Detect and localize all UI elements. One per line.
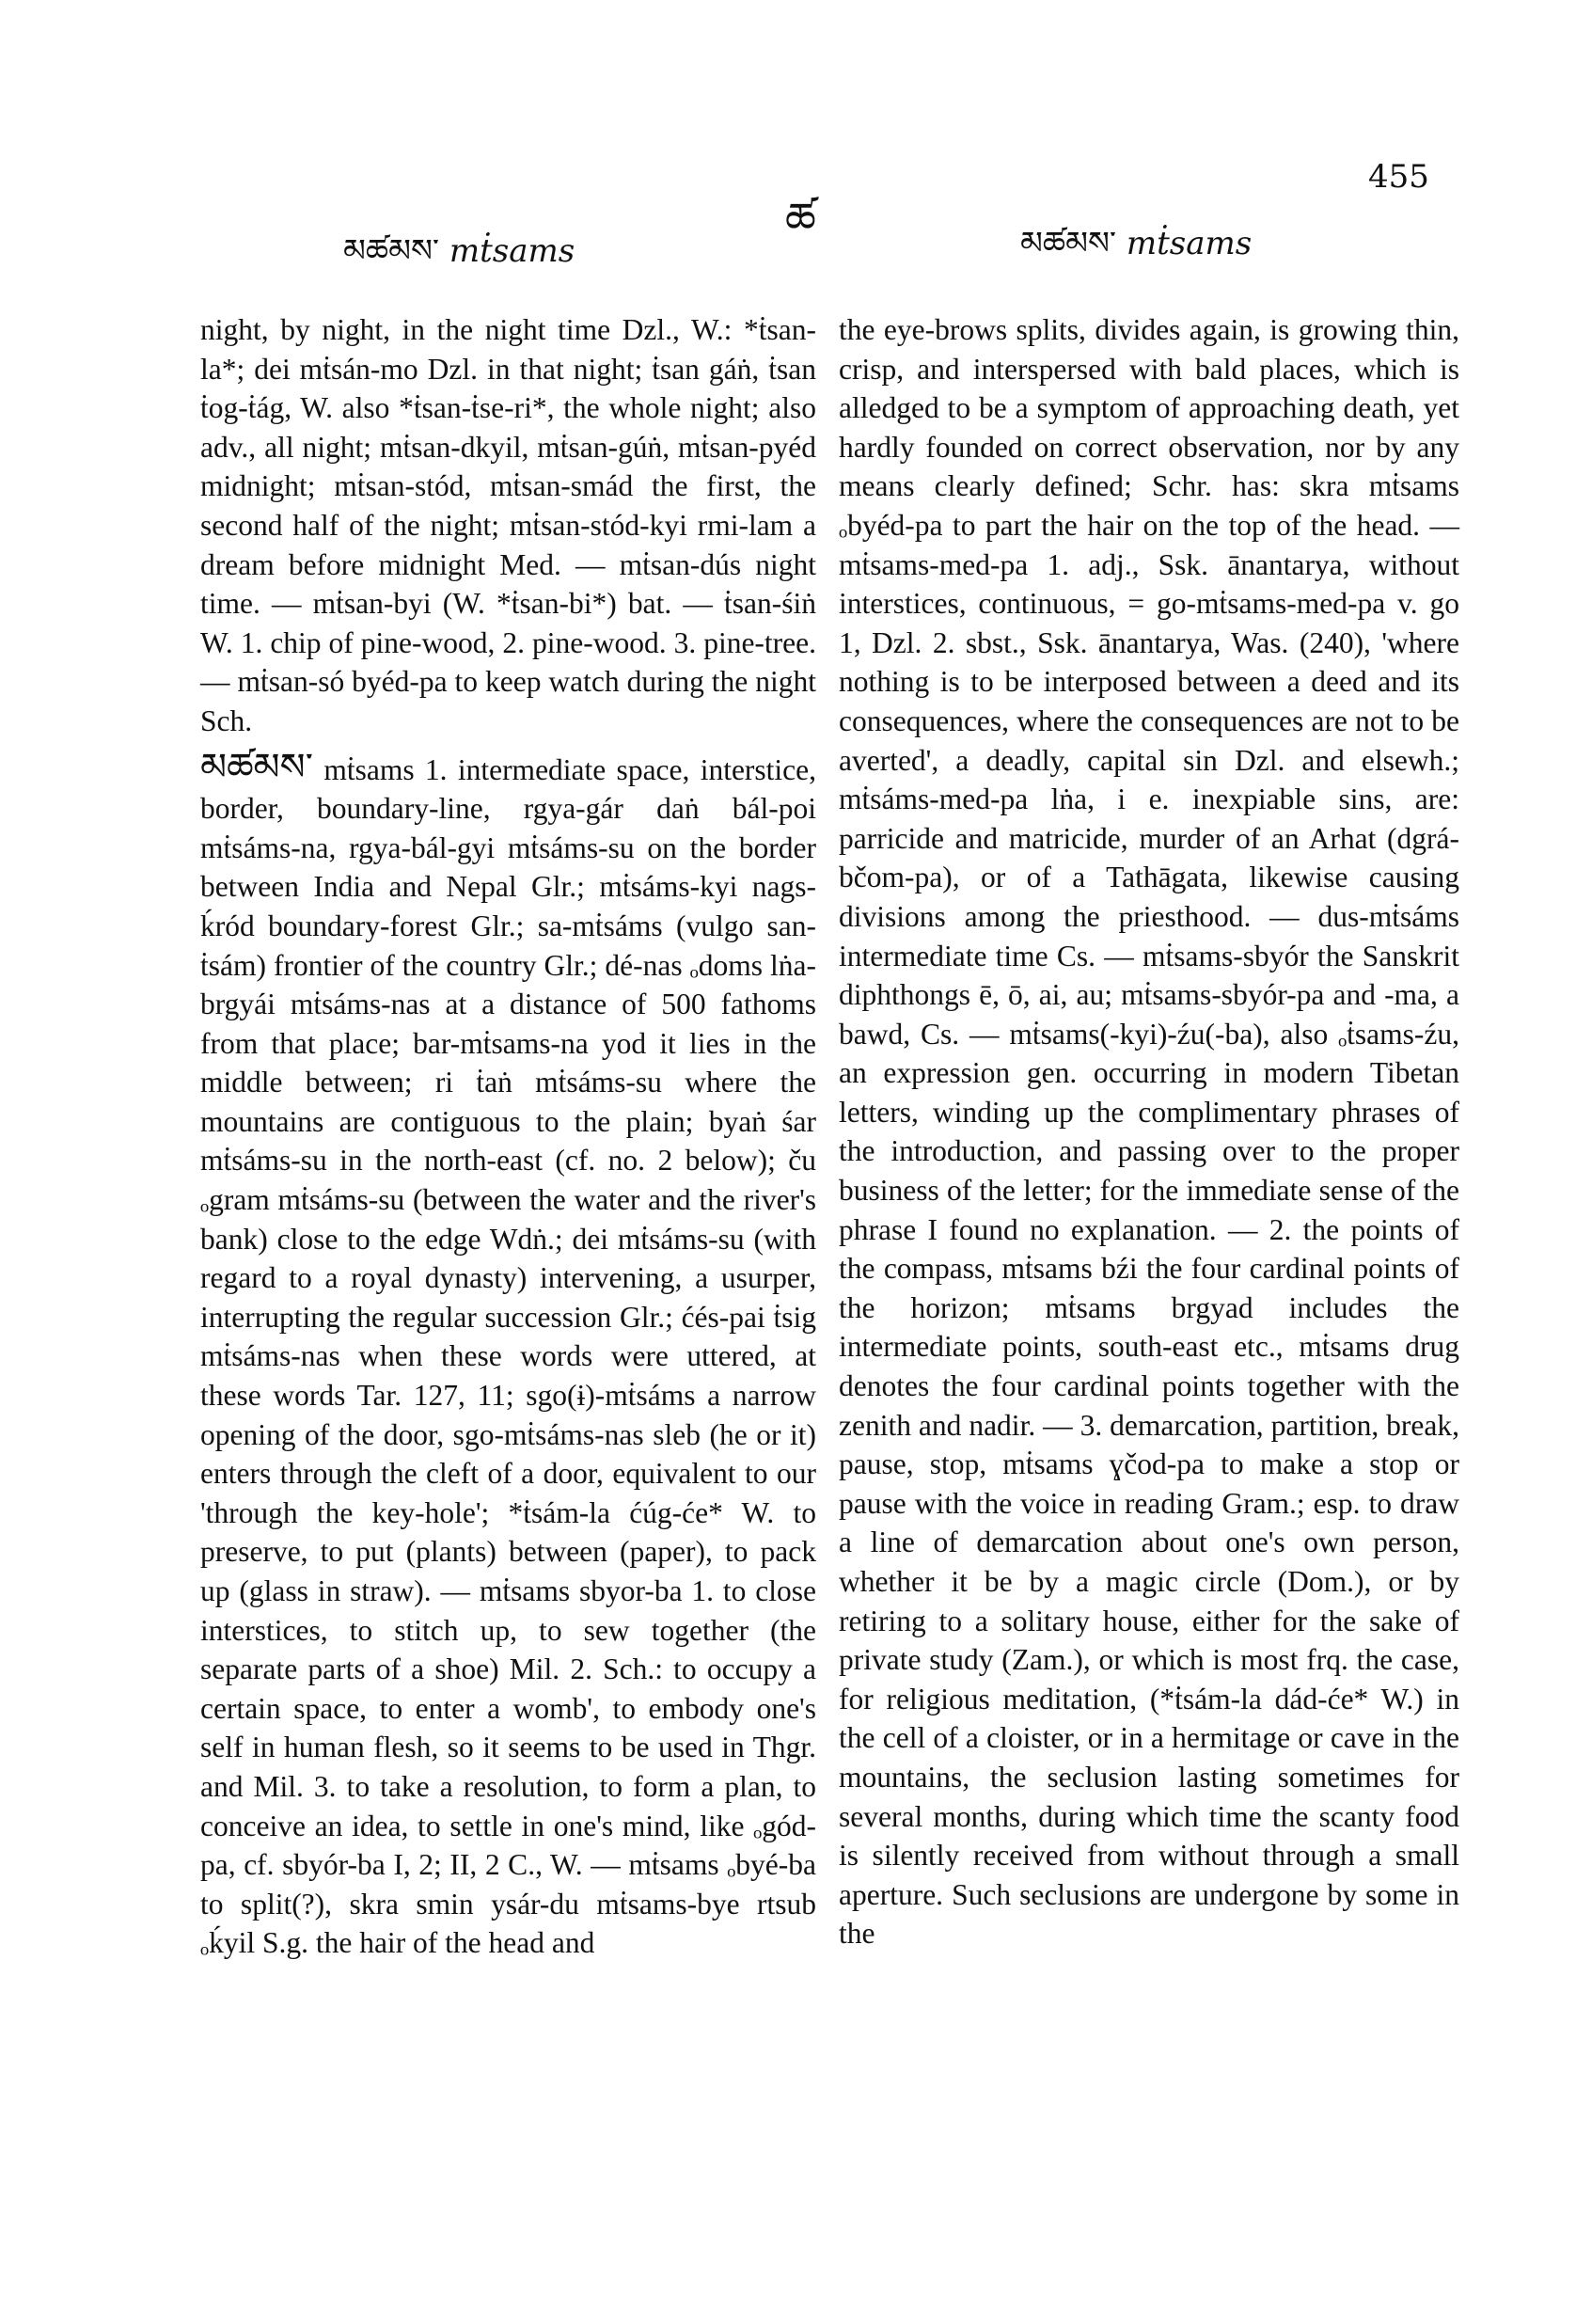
right-head-word: mṫsams (1126, 225, 1253, 262)
entry-body: mṫsams 1. intermediate space, interstice, border, boundary-line, rgya-gár daṅ bál-poi mṫsáms-na, rgya-bál-gyi mṫsáms-su on the border between India and Nepal Glr.; mṫsáms-kyi nags-ḱród boundary-forest Glr.; sa-mṫsáms (vulgo san-ṫsám) frontier of the country Glr.; dé-nas ₒdoms lṅa-brgyái mṫsáms-nas at a distance of 500 fathoms from that place; bar-mṫsams-na yod it lies in the middle between; ri ṫaṅ mṫsáms-su where the mountains are contiguous to the plain; byaṅ śar mṫsáms-su in the north-east (cf. no. 2 below); ču ₒgram mṫsáms-su (between the water and the river's bank) close to the edge Wdṅ.; dei mṫsáms-su (with regard to a royal dynasty) intervening, a usurper, interrupting the regular succession Glr.; ćés-pai ṫsig mṫsáms-nas when these words were uttered, at these words Tar. 127, 11; sgo(ɨ)-mṫsáms a narrow opening of the door, sgo-mṫsáms-nas sleb (he or it) enters through the cleft of a door, equivalent to our 'through the key-hole'; *ṫsám-la ćúg-će* W. to preserve, to put (plants) between (paper), to pack up (glass in straw). — mṫsams sbyor-ba 1. to close interstices, to stitch up, to sew together (the separate parts of a shoe) Mil. 2. Sch.: to occupy a certain space, to enter a womb', to embody one's self in human flesh, so it seems to be used in Thgr. and Mil. 3. to take a resolution, to form a plan, to conceive an idea, to settle in one's mind, like ₒgód-pa, cf. sbyór-ba I, 2; II, 2 C., W. — mṫsams ₒbyé-ba to split(?), skra smin ysár-du mṫsams-bye rtsub ₒḱyil S.g. the hair of the head and (200, 752, 817, 1960)
section-letter: ཚ (785, 193, 816, 244)
left-column (200, 310, 816, 1963)
left-paragraph-1: night, by night, in the night time Dzl., W.: *ṫsan-la*; dei mṫsán-mo Dzl. in that night; ṫsan gáṅ, ṫsan ṫog-ṫág, W. also *ṫsan-ṫse-ri*, the whole night; also adv., all night; mṫsan-dkyil, mṫsan-gúṅ, mṫsan-pyéd midnight; mṫsan-stód, mṫsan-smád the first, the second half of the night; mṫsan-stód-kyi rmi-lam a dream before midnight Med. — mṫsan-dús night time. — mṫsan-byi (W. *ṫsan-bi*) bat. — ṫsan-śiṅ W. 1. chip of pine-wood, 2. pine-wood. 3. pine-tree. — mṫsan-só byéd-pa to keep watch during the night Sch. (200, 313, 816, 737)
right-head-tibetan: མཚམས་ (1020, 225, 1117, 262)
left-head-word: mṫsams (449, 232, 575, 270)
page-header (0, 150, 1576, 270)
page-number: 455 (1368, 158, 1429, 196)
entry-headword-tibetan: མཚམས་ (200, 745, 314, 789)
right-paragraph-1: the eye-brows splits, divides again, is growing thin, crisp, and interspersed with bald places, which is alledged to be a symptom of approaching death, yet hardly founded on correct observation, nor by any means clearly defined; Schr. has: skra mṫsams ₒbyéd-pa to part the hair on the top of the head. — mṫsams-med-pa 1. adj., Ssk. ānantarya, without interstices, continuous, = go-mṫsams-med-pa v. go 1, Dzl. 2. sbst., Ssk. ānantarya, Was. (240), 'where nothing is to be interposed between a deed and its consequences, where the consequences are not to be averted', a deadly, capital sin Dzl. and elsewh.; mṫsáms-med-pa lṅa, i e. inexpiable sins, are: parricide and matricide, murder of an Arhat (dgrá-bčom-pa), or of a Tathāgata, likewise causing divisions among the priesthood. — dus-mṫsáms intermediate time Cs. — mṫsams-sbyór the Sanskrit diphthongs ē, ō, ai, au; mṫsams-sbyór-pa and -ma, a bawd, Cs. — mṫsams(-kyi)-źu(-ba), also ₒṫsams-źu, an expression gen. occurring in modern Tibetan letters, winding up the complimentary phrases of the introduction, and passing over to the proper business of the letter; for the immediate sense of the phrase I found no explanation. — 2. the points of the compass, mṫsams bźi the four cardinal points of the horizon; mṫsams brgyad includes the intermediate points, south-east etc., mṫsams drug denotes the four cardinal points together with the zenith and nadir. — 3. demarcation, partition, break, pause, stop, mṫsams ɣčod-pa to make a stop or pause with the voice in reading Gram.; esp. to draw a line of demarcation about one's own person, whether it be by a magic circle (Dom.), or by retiring to a solitary house, either for the sake of private study (Zam.), or which is most frq. the case, for religious meditation, (*ṫsám-la dád-će* W.) in the cell of a cloister, or in a hermitage or cave in the mountains, the seclusion lasting sometimes for several months, during which time the scanty food is silently received from without through a small aperture. Such seclusions are undergone by some in the (839, 313, 1459, 1951)
left-head-tibetan: མཚམས་ (343, 232, 440, 270)
right-running-head (1020, 207, 1252, 297)
entry-mtsams (200, 745, 817, 1963)
left-running-head (343, 214, 575, 305)
right-column (839, 310, 1459, 1953)
